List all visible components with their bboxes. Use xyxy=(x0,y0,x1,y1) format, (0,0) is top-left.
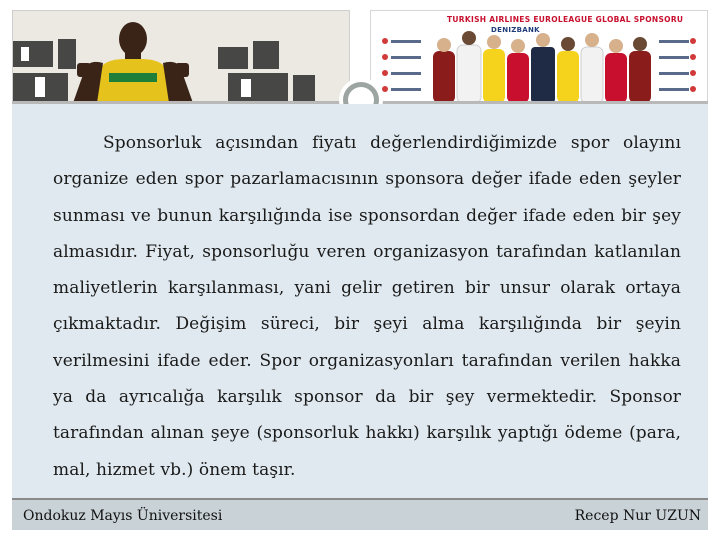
sponsor-poster-graphic xyxy=(371,11,708,102)
athlete-photo-graphic xyxy=(13,11,350,102)
poster-subtitle: DENIZBANK xyxy=(491,26,540,34)
athlete-photo xyxy=(12,10,350,102)
footer-author: Recep Nur UZUN xyxy=(574,508,701,524)
poster-title: TURKISH AIRLINES EUROLEAGUE GLOBAL SPONSORU xyxy=(447,15,684,24)
body-text xyxy=(53,125,681,488)
body-paragraph: Sponsorluk açısından fiyatı değerlendirdiğimizde spor olayını organize eden spor pazarlamacısının sponsora değer ifade eden şeyler sunması ve bunun karşılığında ise sponsordan değer ifade eden bir şey almasıdır. Fiyat, sponsorluğu veren organizasyon tarafından katlanılan maliyetlerin karşılanması, yani gelir getiren bir unsur olarak ortaya çıkmaktadır. Değişim süreci, bir şeyi alma karşılığında bir şeyin verilmesini ifade eder. Spor organizasyonları tarafından verilen hakka ya da ayrıcalığa karşılık sponsor da bir şey vermektedir. Sponsor tarafından alınan şeye (sponsorluk hakkı) karşılık yaptığı ödeme (para, mal, hizmet vb.) önem taşır. xyxy=(53,133,681,480)
footer-university: Ondokuz Mayıs Üniversitesi xyxy=(23,508,223,524)
sponsor-poster xyxy=(370,10,708,102)
